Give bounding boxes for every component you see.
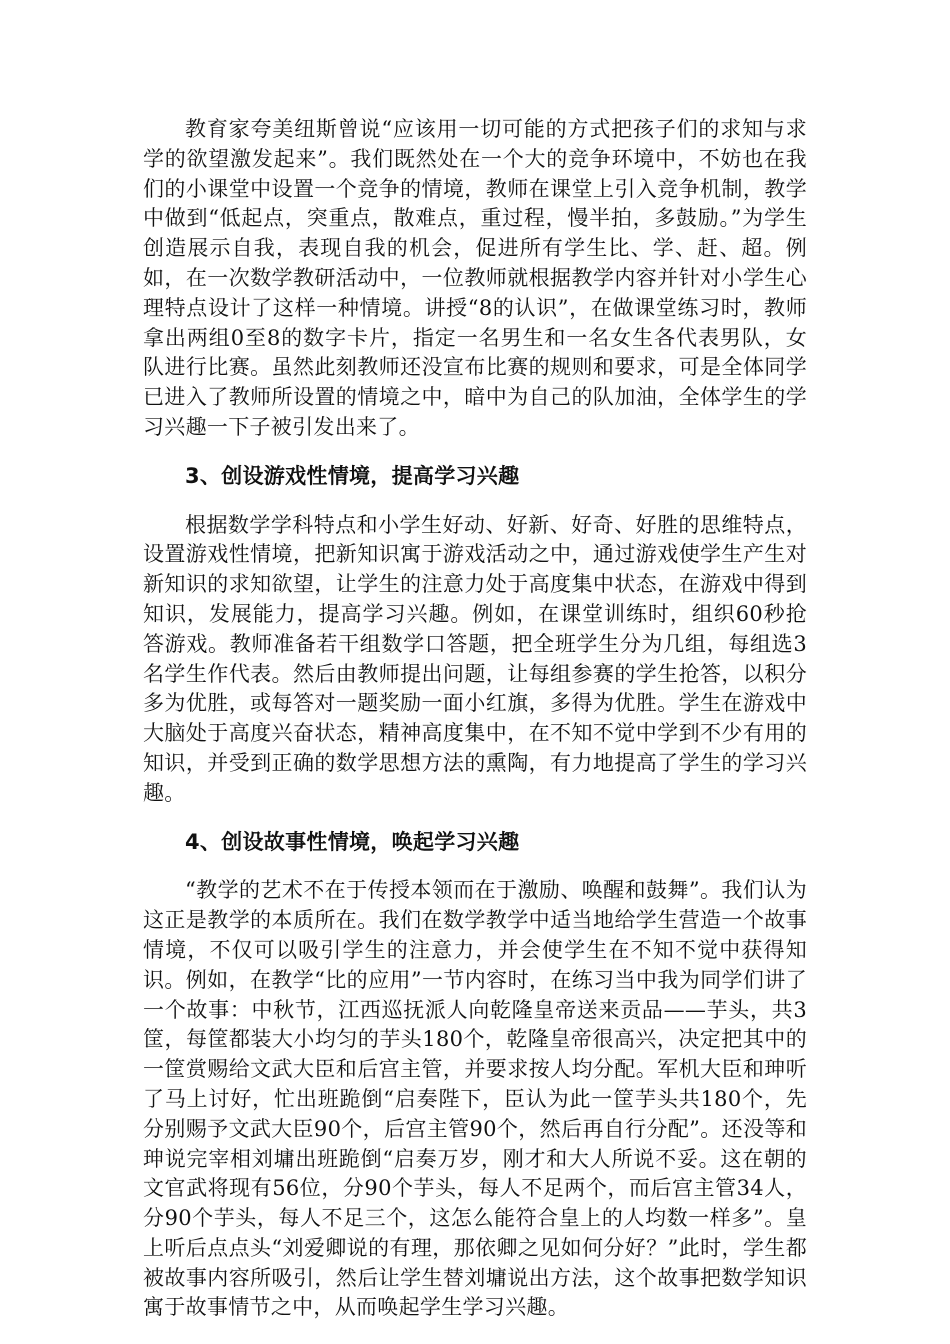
paragraph-competition: 教育家夸美纽斯曾说“应该用一切可能的方式把孩子们的求知与求学的欲望激发起来”。我们既然处在一个大的竞争环境中，不妨也在我们的小课堂中设置一个竞争的情境，教师在课堂上引入竞争机制，教学中做到“低起点，突重点，散难点，重过程，慢半拍，多鼓励。”为学生创造展示自我，表现自我的机会，促进所有学生比、学、赶、超。例如，在一次数学教研活动中，一位教师就根据教学内容并针对小学生心理特点设计了这样一种情境。讲授“8的认识”，在做课堂练习时，教师拿出两组0至8的数字卡片，指定一名男生和一名女生各代表男队，女队进行比赛。虽然此刻教师还没宣布比赛的规则和要求，可是全体同学已进入了教师所设置的情境之中，暗中为自己的队加油，全体学生的学习兴趣一下子被引发出来了。 — [143, 117, 807, 439]
paragraph-story: “教学的艺术不在于传授本领而在于激励、唤醒和鼓舞”。我们认为这正是教学的本质所在。我们在数学教学中适当地给学生营造一个故事情境，不仅可以吸引学生的注意力，并会使学生在不知不觉中获得知识。例如，在教学“比的应用”一节内容时，在练习当中我为同学们讲了一个故事：中秋节，江西巡抚派人向乾隆皇帝送来贡品——芋头，共3筐，每筐都装大小均匀的芋头180个，乾隆皇帝很高兴，决定把其中的一筐赏赐给文武大臣和后宫主管，并要求按人均分配。军机大臣和珅听了马上讨好，忙出班跪倒“启奏陛下，臣认为此一筐芋头共180个，先分别赐予文武大臣90个，后宫主管90个，然后再自行分配”。还没等和珅说完宰相刘墉出班跪倒“启奏万岁，刚才和大人所说不妥。这在朝的文官武将现有56位，分90个芋头，每人不足两个，而后宫主管34人，分90个芋头，每人不足三个，这怎么能符合皇上的人均数一样多”。皇上听后点点头“刘爱卿说的有理，那依卿之见如何分好？”此时，学生都被故事内容所吸引，然后让学生替刘墉说出方法，这个故事把数学知识寓于故事情节之中，从而唤起学生学习兴趣。 — [143, 878, 807, 1320]
document-page — [143, 115, 807, 1323]
section-heading-4: 4、创设故事性情境，唤起学习兴趣 — [185, 829, 520, 854]
section-heading-3: 3、创设游戏性情境，提高学习兴趣 — [185, 463, 520, 488]
paragraph-game: 根据数学学科特点和小学生好动、好新、好奇、好胜的思维特点，设置游戏性情境，把新知识寓于游戏活动之中，通过游戏使学生产生对新知识的求知欲望，让学生的注意力处于高度集中状态，在游戏中得到知识，发展能力，提高学习兴趣。例如，在课堂训练时，组织60秒抢答游戏。教师准备若干组数学口答题，把全班学生分为几组，每组选3名学生作代表。然后由教师提出问题，让每组参赛的学生抢答，以积分多为优胜，或每答对一题奖励一面小红旗，多得为优胜。学生在游戏中大脑处于高度兴奋状态，精神高度集中，在不知不觉中学到不少有用的知识，并受到正确的数学思想方法的熏陶，有力地提高了学生的学习兴趣。 — [143, 512, 807, 805]
